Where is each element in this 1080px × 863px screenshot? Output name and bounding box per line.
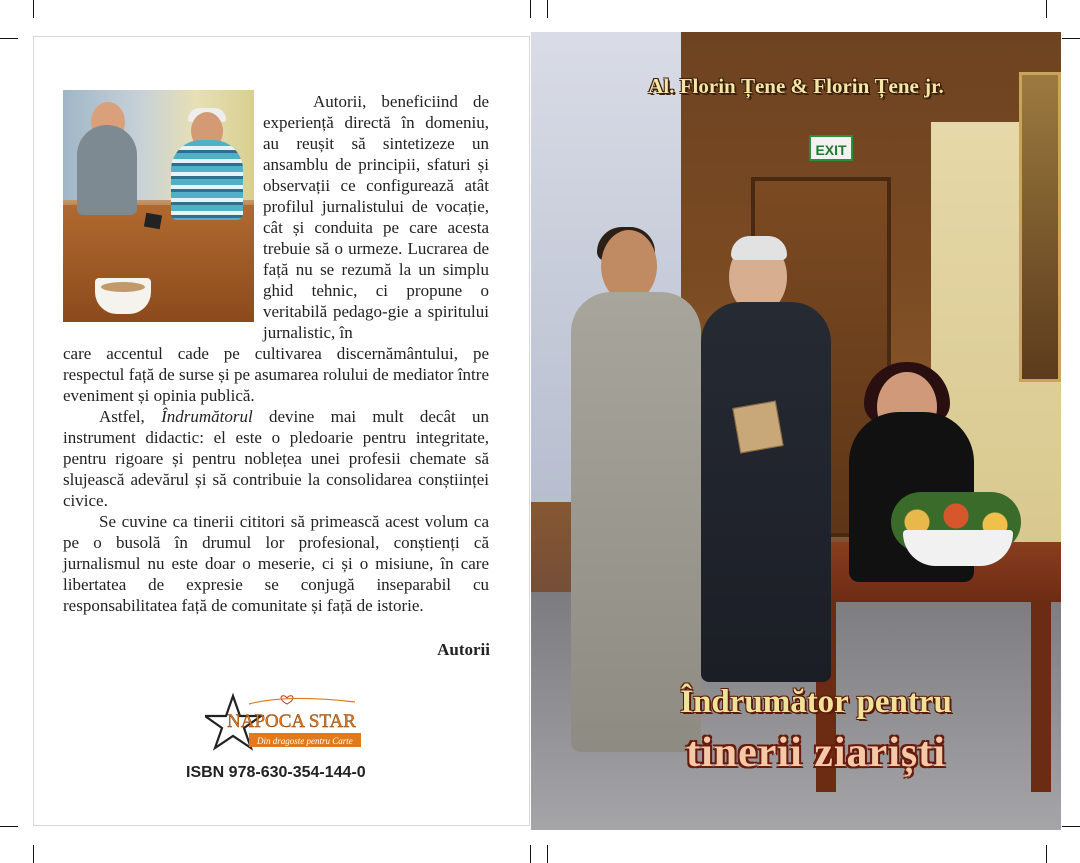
crop-mark — [547, 845, 548, 863]
heart-icon — [281, 696, 293, 704]
crop-mark — [1046, 0, 1047, 18]
crop-mark — [1062, 38, 1080, 39]
crop-mark — [530, 0, 531, 18]
para2-italic: Îndrumătorul — [161, 407, 253, 426]
crop-mark — [530, 845, 531, 863]
back-paragraph-3: Se cuvine ca tinerii cititori să primească acest volum ca pe o busolă în drumul lor profesional, conștienți că jurnalismul nu este doar o meserie, ci și o misiune, în care libertatea de expresie se conjugă inseparabil cu responsabilitatea față de comunitate și față de istorie. — [63, 512, 489, 615]
gift-box — [732, 401, 783, 454]
crop-mark — [33, 845, 34, 863]
crop-mark — [0, 38, 18, 39]
crop-mark — [33, 0, 34, 18]
publisher-logo — [205, 692, 365, 752]
publisher-tagline: Din dragoste pentru Carte — [257, 736, 353, 746]
signature: Autorii — [437, 640, 490, 659]
back-paragraph-1-start: Autorii, beneficiind de experiență directă în domeniu, au reușit să sintetizeze un ansamblu de principii, sfaturi și observații ce configurează atât profilul jurnalistului de vocație, cât și conduita pe care acesta trebuie să o urmeze. Lucrarea de față nu se rezumă la un simplu ghid tehnic, ci propune o veritabilă pedago-gie a spiritului jurnalistic, în — [263, 92, 489, 342]
para2-rest: devine mai mult decât un instrument didactic: el este o pledoarie pentru integritate, pentru rigoare și pentru noblețea unei profesii chemate să slujească adevărul și să contribuie la consolidarea conștiinței civice. — [63, 407, 489, 510]
crop-mark — [1046, 845, 1047, 863]
isbn: ISBN 978-630-354-144-0 — [186, 764, 366, 781]
cover-title-line2: tinerii ziariști — [686, 730, 946, 776]
back-text-body — [63, 343, 489, 616]
crop-mark — [0, 826, 18, 827]
authors-photo — [63, 90, 254, 322]
crop-mark — [547, 0, 548, 18]
wall-painting — [1019, 72, 1061, 382]
cover-title-line1: Îndrumător pentru — [680, 684, 952, 720]
crop-mark — [1062, 826, 1080, 827]
back-paragraph-2 — [63, 406, 489, 511]
exit-sign: EXIT — [809, 135, 853, 161]
back-paragraph-1-end: care accentul cade pe cultivarea discernământului, pe respectul față de surse și pe asumarea rolului de mediator între eveniment și opinia publică. — [63, 344, 489, 405]
para2-intro: Astfel, — [99, 407, 162, 426]
publisher-name: NAPOCA STAR — [227, 711, 356, 732]
back-text-wrap — [263, 91, 489, 343]
cover-authors: Al. Florin Țene & Florin Țene jr. — [648, 74, 944, 98]
front-cover — [531, 32, 1061, 830]
